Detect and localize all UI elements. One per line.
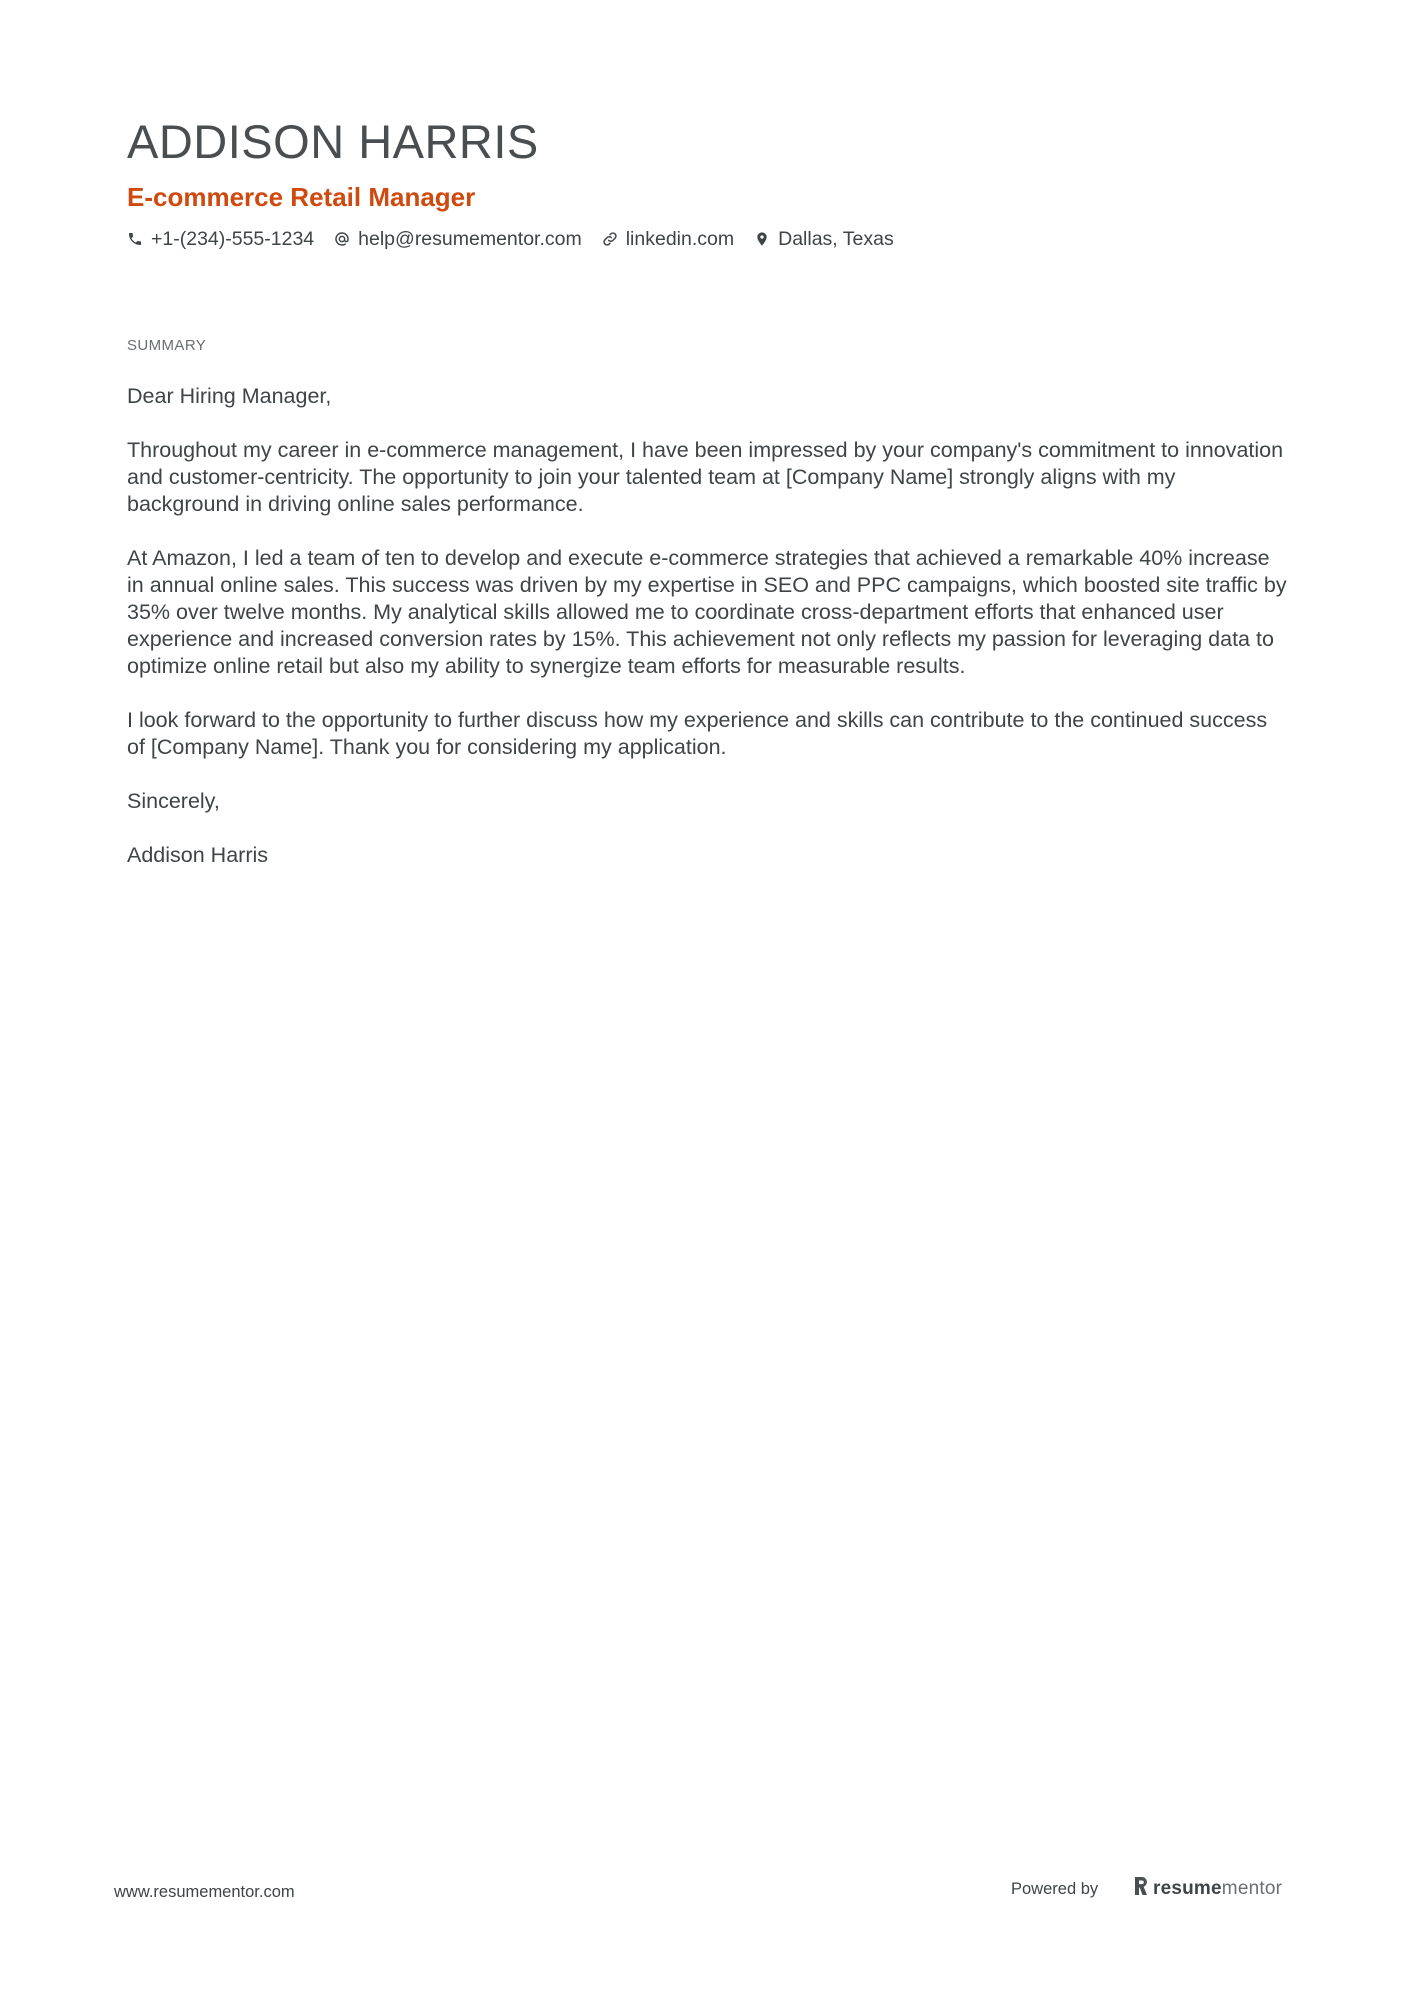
letter-closing: Sincerely, [127,789,220,813]
letter-paragraph-3: I look forward to the opportunity to further discuss how my experience and skills can contribute to the continued success of [Company Name]. Thank you for considering my application. [127,708,1268,759]
letter-signature: Addison Harris [127,843,268,867]
contact-link[interactable] [602,228,734,251]
powered-by-label: Powered by [1011,1880,1099,1898]
email-address[interactable]: help@resumementor.com [358,227,582,250]
job-title: E-commerce Retail Manager [127,182,476,212]
candidate-name: ADDISON HARRIS [127,115,539,168]
letter-paragraph-1: Throughout my career in e-commerce management, I have been impressed by your company's commitment to innovation and customer-centricity. The opportunity to join your talented team at [Company Name] strongly aligns with my background in driving online sales performance. [127,438,1284,516]
letter-paragraph-2: At Amazon, I led a team of ten to develop and execute e-commerce strategies that achieved a remarkable 40% increase in annual online sales. This success was driven by my expertise in SEO and PPC campaigns, which boosted site traffic by 35% over twelve months. My analytical skills allowed me to coordinate cross-department efforts that enhanced user experience and increased conversion rates by 15%. This achievement not only reflects my passion for leveraging data to optimize online retail but also my ability to synergize team efforts for measurable results. [127,546,1287,678]
letter-greeting: Dear Hiring Manager, [127,384,332,408]
location-pin-icon [754,231,770,247]
section-title-summary: SUMMARY [127,337,207,354]
contact-phone [127,228,314,251]
contact-info [127,225,894,253]
contact-location [754,228,894,251]
link-icon [602,231,618,247]
contact-email[interactable] [334,228,582,251]
logo-text-mentor: mentor [1221,1878,1283,1899]
phone-icon [127,231,143,247]
footer-website-link[interactable]: www.resumementor.com [114,1883,295,1901]
letter-body [127,383,1287,896]
logo-mark-icon [1133,1876,1149,1902]
phone-number: +1-(234)-555-1234 [151,227,315,250]
at-icon [334,231,350,247]
resumementor-logo[interactable] [1133,1876,1282,1902]
logo-text-resume: resume [1153,1878,1222,1899]
linkedin-url[interactable]: linkedin.com [625,227,735,250]
location-text: Dallas, Texas [778,227,894,250]
